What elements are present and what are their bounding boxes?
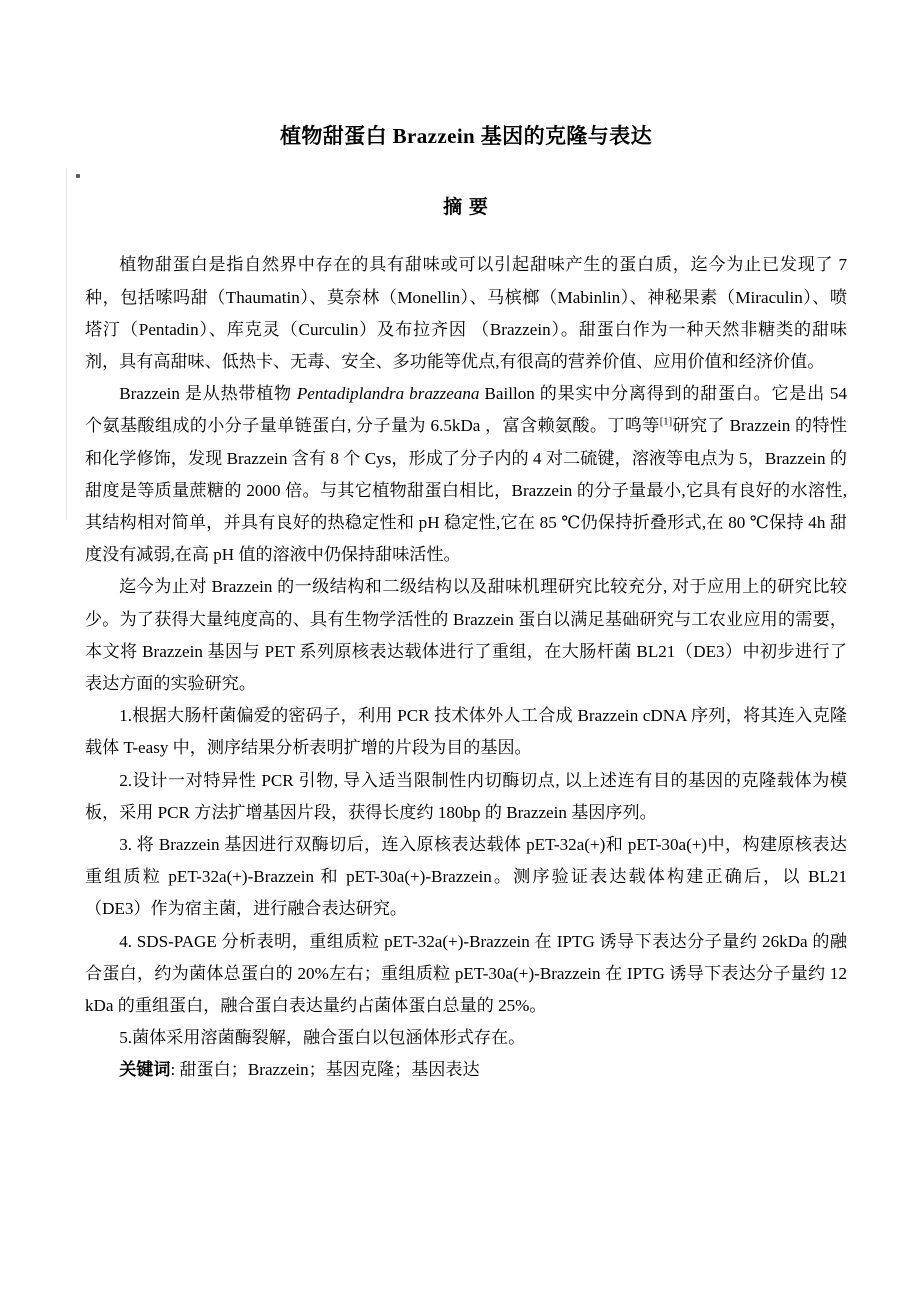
abstract-body [85, 219, 847, 1086]
species-name: Pentadiplandra brazzeana [296, 384, 480, 404]
result-item-5: 5.菌体采用溶菌酶裂解，融合蛋白以包涵体形式存在。 [119, 1028, 526, 1048]
scan-artifact-dot [76, 174, 80, 178]
page-title: 植物甜蛋白 Brazzein 基因的克隆与表达 [279, 124, 652, 148]
keywords-value: 甜蛋白；Brazzein；基因克隆；基因表达 [179, 1060, 480, 1080]
paragraph-sweet-proteins: 植物甜蛋白是指自然界中存在的具有甜味或可以引起甜味产生的蛋白质，迄今为止已发现了 7 种，包括嗦吗甜（Thaumatin）、莫奈林（Monellin）、马槟榔（Mabinlin）、神秘果素（Miraculin）、喷塔汀（Pentadin）、库克灵（Curculin）及布拉齐因 （Brazzein）。甜蛋白作为一种天然非糖类的甜味剂，具有高甜味、低热卡、无毒、安全、多功能等优点,有很高的营养价值、应用价值和经济价值。 [85, 255, 847, 371]
scan-artifact-rule [66, 168, 67, 520]
abstract-heading: 摘 要 [443, 197, 489, 219]
result-item-3: 3. 将 Brazzein 基因进行双酶切后，连入原核表达载体 pET-32a(+)和 pET-30a(+)中，构建原核表达重组质粒 pET-32a(+)-Brazzein 和 pET-30a(+)-Brazzein。测序验证表达载体构建正确后，以 BL21（DE3）作为宿主菌，进行融合表达研究。 [85, 834, 847, 919]
page-content [85, 0, 847, 1087]
keywords-line [85, 1054, 847, 1086]
paragraph-research-aim: 迄今为止对 Brazzein 的一级结构和二级结构以及甜味机理研究比较充分, 对于应用上的研究比较少。为了获得大量纯度高的、具有生物学活性的 Brazzein 蛋白以满足基础研究与工农业应用的需要，本文将 Brazzein 基因与 PET 系列原核表达载体进行了重组，在大肠杆菌 BL21（DE3）中初步进行了表达方面的实验研究。 [85, 577, 847, 693]
result-item-1: 1.根据大肠杆菌偏爱的密码子，利用 PCR 技术体外人工合成 Brazzein cDNA 序列，将其连入克隆载体 T-easy 中，测序结果分析表明扩增的片段为目的基因。 [85, 706, 847, 758]
citation-reference: [1] [659, 416, 673, 428]
result-item-4: 4. SDS-PAGE 分析表明，重组质粒 pET-32a(+)-Brazzein 在 IPTG 诱导下表达分子量约 26kDa 的融合蛋白，约为菌体总蛋白的 20%左右；重组质粒 pET-30a(+)-Brazzein 在 IPTG 诱导下表达分子量约 12 kDa 的重组蛋白，融合蛋白表达量约占菌体蛋白总量的 25%。 [85, 931, 847, 1015]
keywords-label: 关键词 [119, 1060, 171, 1080]
paragraph-brazzein-properties: Brazzein 是从热带植物 Pentadiplandra brazzeana Baillon 的果实中分离得到的甜蛋白。它是出 54 个氨基酸组成的小分子量单链蛋白, 分子量为 6.5kDa ，富含赖氨酸。丁鸣等[1]研究了 Brazzein 的特性和化学修饰，发现 Brazzein 含有 8 个 Cys，形成了分子内的 4 对二硫键，溶液等电点为 5，Brazzein 的甜度是等质量蔗糖的 2000 倍。与其它植物甜蛋白相比，Brazzein 的分子量最小,它具有良好的水溶性,其结构相对简单，并具有良好的热稳定性和 pH 稳定性,它在 85 ℃仍保持折叠形式,在 80 ℃保持 4h 甜度没有减弱,在高 pH 值的溶液中仍保持甜味活性。 [85, 384, 848, 565]
keywords-separator: : [170, 1060, 180, 1080]
result-item-2: 2.设计一对特异性 PCR 引物, 导入适当限制性内切酶切点, 以上述连有目的基因的克隆载体为模板，采用 PCR 方法扩增基因片段，获得长度约 180bp 的 Brazzein 基因序列。 [85, 770, 847, 822]
